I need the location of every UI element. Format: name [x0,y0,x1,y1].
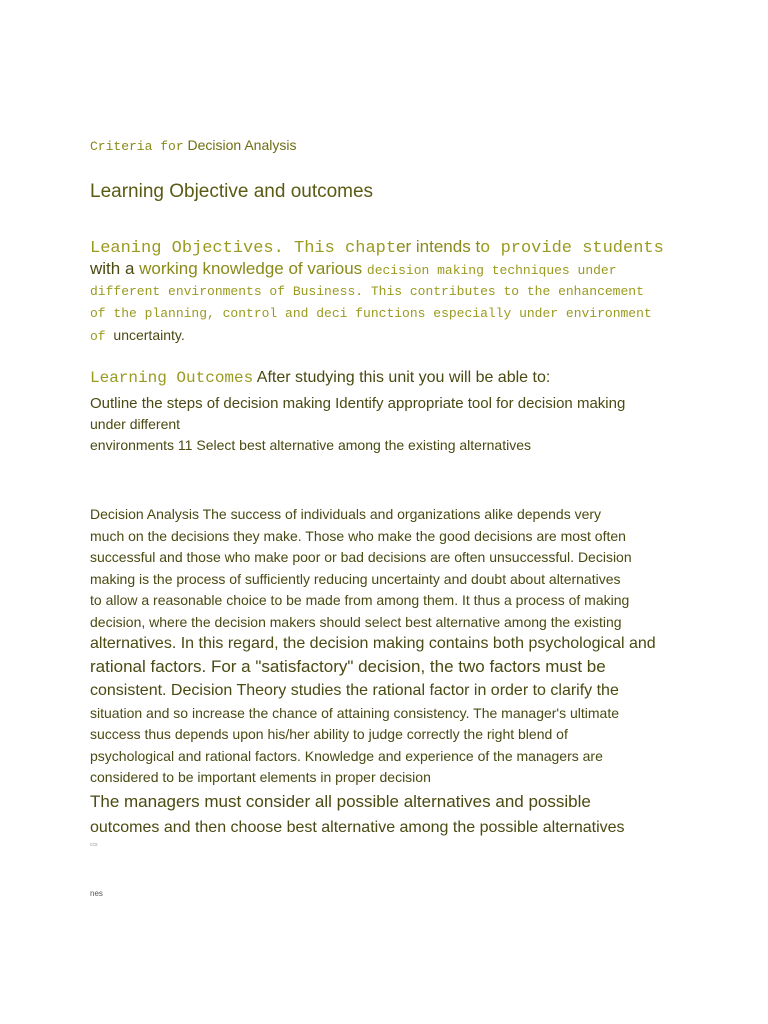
paragraph-line: Decision Analysis The success of individuals and organizations alike depends very [90,506,602,522]
objectives-line [90,258,690,280]
paragraph-line: much on the decisions they make. Those who make the good decisions are most often [90,527,626,544]
document-title [90,137,296,154]
objectives-text: to the enhancement [503,284,644,299]
paragraph-line: alternatives. In this regard, the decision making contains both psychological and [90,635,656,652]
objectives-text: especially under environment [433,306,652,321]
objectives-text: working knowle [139,259,256,278]
outcomes-heading-line [90,369,690,395]
objectives-line [90,302,690,324]
title-part-2: Decision Analysis [187,137,297,153]
section-heading: Learning Objective and outcomes [90,181,374,202]
paragraph-line: decision, where the decision makers should select best alternative among the existing [90,613,622,630]
paragraph-line: outcomes and then choose best alternative among the possible alternatives [90,818,625,836]
objectives-text: er intends t [396,237,481,256]
outcomes-intro: After studying this unit you will be able to: [256,369,551,386]
paragraph-line: consistent. Decision Theory studies the rational factor in order to clarify the [90,681,619,699]
objectives-text: o provide st [480,239,603,258]
objectives-line [90,324,690,346]
paragraph-line: The managers must consider all possible alternatives and possible [90,791,591,811]
outcomes-line: under different [90,416,181,432]
objectives-text: uncertainty. [113,327,185,343]
objectives-text: Leaning Objectives. This chapt [90,239,397,258]
paragraph-line: rational factors. For a "satisfactory" decision, the two factors must be [90,656,606,676]
objectives-text: udents [602,239,664,258]
paragraph-line: psychological and rational factors. Knowledge and experience of the managers are [90,747,603,764]
objectives-text: dge of various [255,259,367,278]
decision-analysis-paragraph [90,504,680,841]
objectives-line [90,236,690,258]
paragraph-line: considered to be important elements in proper decision [90,769,431,785]
learning-objectives-paragraph [90,236,690,346]
paragraph-line: to allow a reasonable choice to be made from among them. It thus a process of making [90,592,630,608]
footnote-mark: nes [90,889,103,898]
footnote-mark: ccs [90,842,98,848]
objectives-text: of the planning, control and deci functions [90,306,434,321]
objectives-text: decision making techniques under [366,263,617,278]
learning-outcomes-paragraph [90,369,690,458]
paragraph-line: successful and those who make poor or bad decisions are often unsuccessful. Decision [90,549,632,565]
title-part-1: Criteria for [90,139,184,154]
objectives-line [90,280,690,302]
outcomes-line: Outline the steps of decision making Identify appropriate tool for decision making [90,395,626,412]
paragraph-line: success thus depends upon his/her ability to judge correctly the right blend of [90,726,568,742]
outcomes-label: Learning Outcomes [90,369,254,387]
paragraph-line: making is the process of sufficiently reducing uncertainty and doubt about alternatives [90,570,621,587]
objectives-text: different environments of Business. This contributes [90,284,504,299]
paragraph-line: situation and so increase the chance of attaining consistency. The manager's ultimate [90,704,620,721]
outcomes-line: environments 11 Select best alternative among the existing alternatives [90,437,531,453]
objectives-text: of [90,329,114,344]
objectives-text: with a [90,259,140,278]
